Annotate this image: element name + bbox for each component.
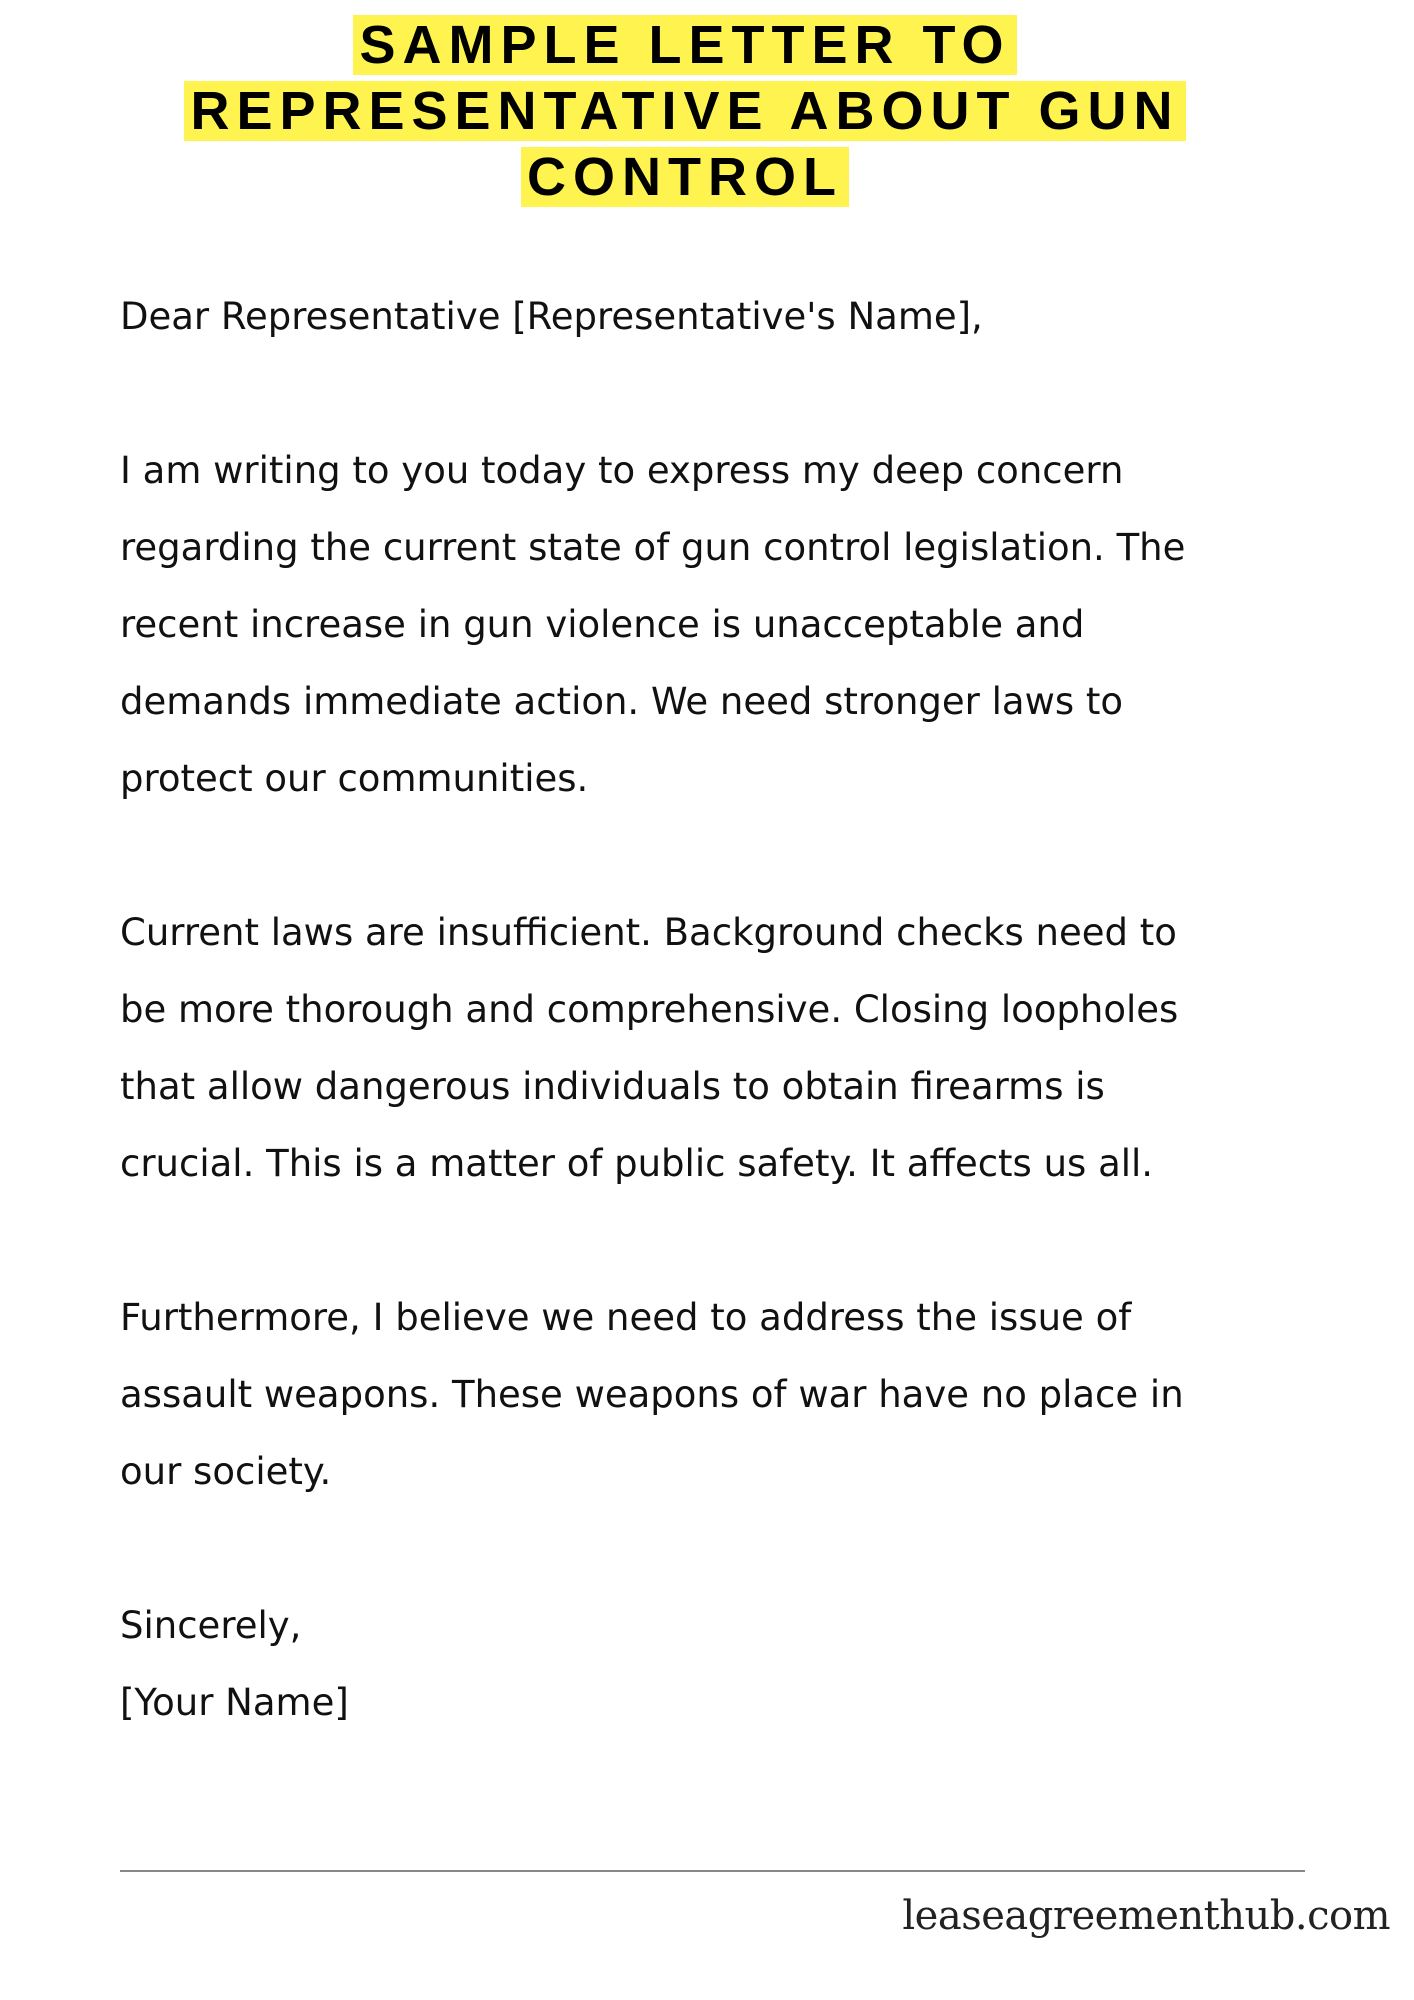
paragraph-line: I am writing to you today to express my deep concern — [120, 449, 1124, 492]
letter-body — [120, 278, 1360, 1741]
footer-brand: leaseagreementhub.com — [902, 1893, 1390, 1939]
paragraph-line: demands immediate action. We need stronger laws to — [120, 680, 1124, 723]
paragraph-line: assault weapons. These weapons of war have no place in — [120, 1373, 1184, 1416]
document-title — [150, 12, 1220, 210]
paragraph-line: protect our communities. — [120, 757, 589, 800]
paragraph-line: that allow dangerous individuals to obtain firearms is — [120, 1065, 1105, 1108]
paragraph-1 — [120, 432, 1360, 817]
paragraph-3 — [120, 1279, 1360, 1510]
paragraph-line: recent increase in gun violence is unacceptable and — [120, 603, 1085, 646]
title-line-2: REPRESENTATIVE ABOUT GUN — [150, 78, 1220, 144]
paragraph-2 — [120, 894, 1360, 1202]
paragraph-line: crucial. This is a matter of public safety. It affects us all. — [120, 1142, 1154, 1185]
footer-divider — [120, 1870, 1305, 1872]
salutation: Dear Representative [Representative's Name], — [120, 295, 983, 338]
paragraph-line: our society. — [120, 1450, 332, 1493]
paragraph-line: be more thorough and comprehensive. Closing loopholes — [120, 988, 1179, 1031]
paragraph-line: Furthermore, I believe we need to address the issue of — [120, 1296, 1132, 1339]
paragraph-line: Current laws are insufficient. Background checks need to — [120, 911, 1177, 954]
title-line-3: CONTROL — [150, 144, 1220, 210]
signature: [Your Name] — [120, 1681, 349, 1724]
title-line-1: SAMPLE LETTER TO — [150, 12, 1220, 78]
closing: Sincerely, — [120, 1604, 302, 1647]
paragraph-line: regarding the current state of gun control legislation. The — [120, 526, 1186, 569]
